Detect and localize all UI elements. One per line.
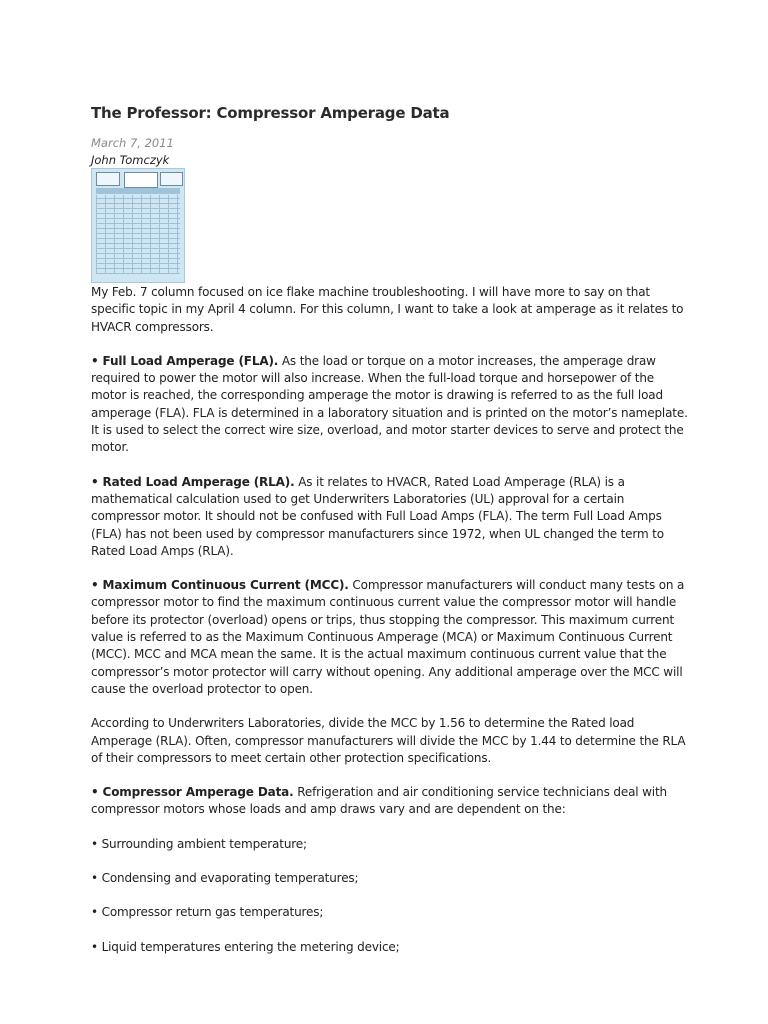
list-item: • Compressor return gas temperatures; [91,905,324,920]
amperage-chart-thumbnail[interactable] [91,168,185,283]
article-body [91,284,691,973]
list-item: • Liquid temperatures entering the metering device; [91,939,400,954]
paragraph: • Rated Load Amperage (RLA). As it relates to HVACR, Rated Load Amperage (RLA) is a mathematical calculation used to get Underwriters Laboratories (UL) approval for a certain compressor motor. It should not be confused with Full Load Amps (FLA). The term Full Load Amps (FLA) has not been used by compressor manufacturers since 1972, when UL changed the term to Rated Load Amps (RLA). [91,474,664,558]
article-title: The Professor: Compressor Amperage Data [91,104,450,122]
article-author: John Tomczyk [91,153,170,167]
paragraph: • Compressor Amperage Data. Refrigeration and air conditioning service technicians deal with compressor motors whose loads and amp draws vary and are dependent on the: [91,785,667,817]
chart-label-box [96,172,120,186]
paragraph: • Full Load Amperage (FLA). As the load or torque on a motor increases, the amperage draw required to power the motor will also increase. When the full-load torque and horsepower of the motor is reached, the corresponding amperage the motor is drawing is referred to as the full load amperage (FLA). FLA is determined in a laboratory situation and is printed on the motor’s nameplate. It is used to select the correct wire size, overload, and motor starter devices to serve and protect the motor. [91,353,688,455]
paragraph: According to Underwriters Laboratories, divide the MCC by 1.56 to determine the Rated load Amperage (RLA). Often, compressor manufacturers will divide the MCC by 1.44 to determine the RLA of their compressors to meet certain other protection specifications. [91,716,686,765]
chart-label-box [160,172,183,186]
list-item: • Condensing and evaporating temperatures; [91,871,359,886]
chart-heading-box [124,172,158,188]
chart-header-bar [96,188,180,194]
chart-table-grid [96,195,180,274]
paragraph: My Feb. 7 column focused on ice flake machine troubleshooting. I will have more to say on that specific topic in my April 4 column. For this column, I want to take a look at amperage as it relates to HVACR compressors. [91,285,684,334]
paragraph: • Maximum Continuous Current (MCC). Compressor manufacturers will conduct many tests on a compressor motor to find the maximum continuous current value the compressor motor will handle before its protector (overload) opens or trips, thus stopping the compressor. This maximum current value is referred to as the Maximum Continuous Amperage (MCA) or Maximum Continuous Current (MCC). MCC and MCA mean the same. It is the actual maximum continuous current value that the compressor’s motor protector will carry without opening. Any additional amperage over the MCC will cause the overload protector to open. [91,578,685,696]
article-date: March 7, 2011 [91,136,174,150]
list-item: • Surrounding ambient temperature; [91,836,307,851]
